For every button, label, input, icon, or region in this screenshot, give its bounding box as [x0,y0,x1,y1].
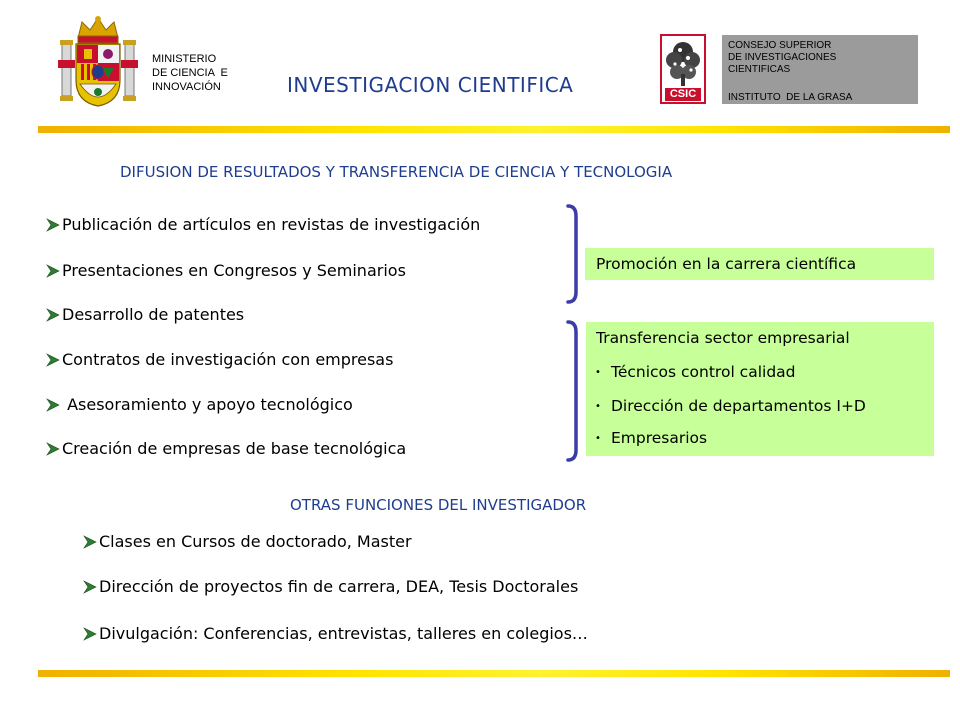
section2-heading: OTRAS FUNCIONES DEL INVESTIGADOR [290,496,587,514]
list-item [46,350,393,369]
right-brace-icon [566,320,586,462]
csic-line-1: CONSEJO SUPERIOR [728,40,832,51]
csic-line-2: DE INVESTIGACIONES [728,52,837,63]
csic-logo [660,34,706,104]
list-item [83,577,578,596]
list-item-label: Creación de empresas de base tecnológica [62,439,407,458]
list-item [46,395,353,414]
list-item [83,624,588,643]
dot-bullet-icon: • [595,433,601,444]
bottom-divider [38,670,950,677]
spain-coat-of-arms-logo [58,14,138,110]
list-item [46,261,406,280]
arrow-bullet-icon [46,308,60,322]
list-item-label: Asesoramiento y apoyo tecnológico [62,395,353,414]
list-item [46,439,406,458]
transfer-bullet-label: Técnicos control calidad [611,363,796,381]
csic-line-3: CIENTIFICAS [728,64,791,75]
arrow-bullet-icon [83,580,97,594]
list-item-label: Presentaciones en Congresos y Seminarios [62,261,406,280]
transfer-bullet [595,363,796,381]
csic-logo-text: CSIC [665,88,701,101]
list-item-label: Clases en Cursos de doctorado, Master [99,532,412,551]
list-item [46,305,244,324]
list-item-label: Contratos de investigación con empresas [62,350,394,369]
institute-name: INSTITUTO DE LA GRASA [728,92,853,103]
ministry-line-3: INNOVACIÓN [152,81,221,93]
arrow-bullet-icon [46,218,60,232]
transfer-box [586,322,934,456]
list-item-label: Desarrollo de patentes [62,305,245,324]
ministry-line-1: MINISTERIO [152,53,217,65]
arrow-bullet-icon [46,442,60,456]
promotion-box [585,248,934,280]
dot-bullet-icon: • [595,401,601,412]
arrow-bullet-icon [83,627,97,641]
section1-heading: DIFUSION DE RESULTADOS Y TRANSFERENCIA DE CIENCIA Y TECNOLOGIA [120,163,673,181]
transfer-bullet-label: Empresarios [611,429,708,447]
csic-council-name [728,40,836,76]
arrow-bullet-icon [46,264,60,278]
transfer-bullet-label: Dirección de departamentos I+D [611,397,866,415]
transfer-bullet [595,397,866,415]
list-item-label: Dirección de proyectos fin de carrera, DEA, Tesis Doctorales [99,577,579,596]
list-item [46,215,480,234]
page-title: INVESTIGACION CIENTIFICA [287,73,574,97]
ministry-line-2: DE CIENCIA E [152,67,228,79]
top-divider [38,126,950,133]
list-item-label: Publicación de artículos en revistas de investigación [62,215,481,234]
dot-bullet-icon: • [595,367,601,378]
ministry-name [152,52,228,94]
transfer-heading: Transferencia sector empresarial [596,329,850,347]
list-item-label: Divulgación: Conferencias, entrevistas, talleres en colegios… [99,624,588,643]
list-item [83,532,412,551]
transfer-bullet [595,429,707,447]
promotion-label: Promoción en la carrera científica [596,255,857,273]
arrow-bullet-icon [83,535,97,549]
right-brace-icon [566,204,586,304]
tree-icon [662,38,704,88]
arrow-bullet-icon [46,398,60,412]
arrow-bullet-icon [46,353,60,367]
